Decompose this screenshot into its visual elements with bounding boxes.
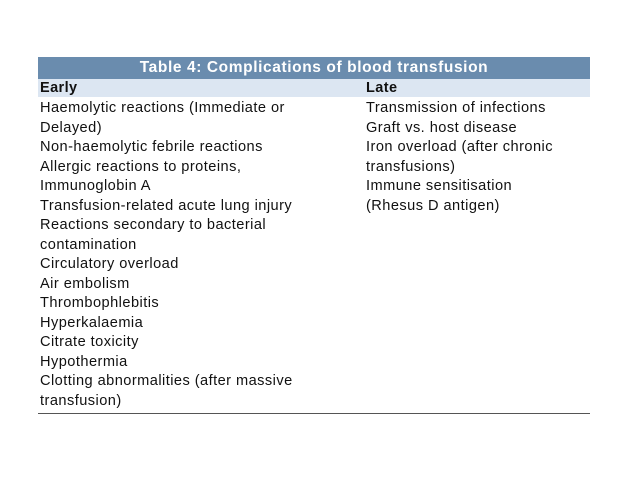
list-item-line: Non-haemolytic febrile reactions <box>40 139 263 155</box>
list-item <box>40 294 366 314</box>
list-item-line: Delayed) <box>40 119 103 136</box>
list-item <box>366 99 590 119</box>
list-item <box>366 138 590 177</box>
list-item <box>40 275 366 295</box>
list-item <box>40 255 366 275</box>
list-item-line: Haemolytic reactions (Immediate or <box>40 100 285 116</box>
list-item-line: Immunoglobin A <box>40 178 151 194</box>
list-item-line: Graft vs. host disease <box>366 119 518 136</box>
list-item <box>40 216 366 255</box>
table-title: Table 4: Complications of blood transfusion <box>38 57 590 79</box>
table-body-row <box>38 97 590 414</box>
complications-table <box>38 57 590 414</box>
list-item-line: Air embolism <box>40 275 130 292</box>
list-item-line: Citrate toxicity <box>40 334 139 350</box>
list-item <box>40 99 366 138</box>
list-item <box>40 353 366 373</box>
late-complications-column <box>366 99 590 411</box>
header-late: Late <box>366 80 398 96</box>
list-item-line: contamination <box>40 236 137 253</box>
list-item-line: transfusion) <box>40 392 122 409</box>
list-item-line: Transmission of infections <box>366 100 546 116</box>
list-item <box>40 158 366 197</box>
list-item-line: Transfusion-related acute lung injury <box>40 197 293 214</box>
list-item-line: Iron overload (after chronic <box>366 139 553 155</box>
list-item <box>366 177 590 216</box>
list-item-line: (Rhesus D antigen) <box>366 197 500 214</box>
list-item <box>40 138 366 158</box>
list-item-line: Immune sensitisation <box>366 178 513 194</box>
list-item-line: Hyperkalaemia <box>40 314 144 331</box>
list-item-line: Thrombophlebitis <box>40 295 160 311</box>
list-item-line: transfusions) <box>366 158 456 175</box>
list-item <box>40 333 366 353</box>
list-item-line: Clotting abnormalities (after massive <box>40 373 293 389</box>
list-item-line: Hypothermia <box>40 353 128 370</box>
list-item <box>40 372 366 411</box>
list-item-line: Allergic reactions to proteins, <box>40 158 242 175</box>
list-item-line: Reactions secondary to bacterial <box>40 217 267 233</box>
list-item-line: Circulatory overload <box>40 256 179 272</box>
list-item <box>40 197 366 217</box>
table-header-row <box>38 79 590 97</box>
early-complications-column <box>38 99 366 411</box>
header-early: Early <box>40 80 78 96</box>
list-item <box>40 314 366 334</box>
list-item <box>366 119 590 139</box>
